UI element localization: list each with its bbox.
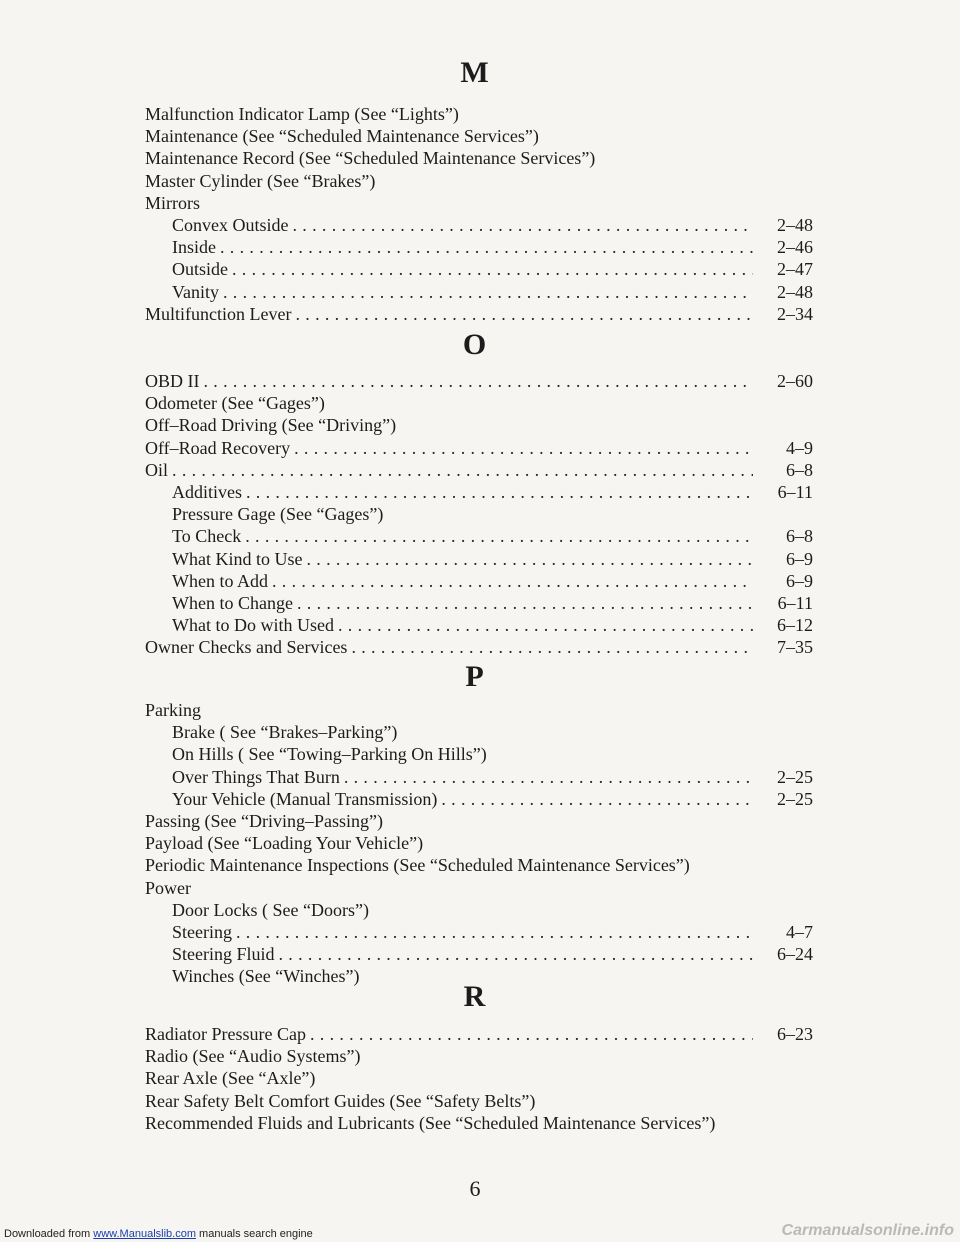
index-entry: [145, 192, 813, 214]
entry-label: Parking: [145, 700, 201, 720]
index-entry: [145, 636, 813, 658]
index-section-p: [145, 699, 813, 987]
index-entry: [145, 170, 813, 192]
entry-page-ref: 4–7: [786, 921, 813, 942]
index-entry: [145, 303, 813, 325]
index-entry: [145, 810, 813, 832]
dot-leader: [310, 1023, 753, 1045]
index-entry: [145, 147, 813, 169]
entry-label: Owner Checks and Services: [145, 637, 348, 658]
index-section-o: [145, 370, 813, 658]
index-entry: [145, 832, 813, 854]
entry-label: Radio (See “Audio Systems”): [145, 1046, 361, 1067]
entry-label: Brake ( See “Brakes–Parking”): [172, 722, 398, 743]
entry-label: Pressure Gage (See “Gages”): [172, 504, 384, 525]
entry-label: Payload (See “Loading Your Vehicle”): [145, 833, 424, 854]
entry-label: What Kind to Use: [172, 548, 303, 569]
entry-label: OBD II: [145, 371, 200, 391]
index-entry: [145, 743, 813, 765]
dot-leader: [293, 214, 754, 236]
entry-label: Recommended Fluids and Lubricants (See “Scheduled Maintenance Services”): [145, 1112, 716, 1133]
entry-label: Power: [145, 877, 191, 898]
index-entry: [145, 258, 813, 280]
index-entry: [145, 459, 813, 481]
entry-label: Vanity: [172, 281, 219, 302]
entry-label: Door Locks ( See “Doors”): [172, 899, 369, 920]
dot-leader: [223, 281, 753, 303]
dot-leader: [297, 592, 753, 614]
dot-leader: [441, 788, 753, 810]
entry-page-ref: 2–25: [777, 766, 813, 787]
index-entry: [145, 788, 813, 810]
entry-page-ref: 2–34: [777, 303, 813, 324]
entry-label: Winches (See “Winches”): [172, 966, 360, 987]
index-entry: [145, 370, 813, 392]
entry-page-ref: 2–60: [777, 371, 813, 391]
footer-suffix: manuals search engine: [199, 1228, 313, 1240]
index-entry: [145, 614, 813, 636]
dot-leader: [306, 548, 753, 570]
index-entry: [145, 899, 813, 921]
download-footer: [4, 1228, 313, 1240]
entry-label: Over Things That Burn: [172, 766, 340, 787]
entry-label: Passing (See “Driving–Passing”): [145, 810, 383, 831]
index-entry: [145, 721, 813, 743]
entry-page-ref: 2–48: [777, 281, 813, 302]
entry-label: Odometer (See “Gages”): [145, 393, 325, 414]
index-entry: [145, 877, 813, 899]
index-entry: [145, 437, 813, 459]
index-entry: [145, 236, 813, 258]
index-entry: [145, 1067, 813, 1089]
entry-label: Steering Fluid: [172, 944, 275, 965]
entry-label: Rear Safety Belt Comfort Guides (See “Safety Belts”): [145, 1090, 536, 1111]
index-entry: [145, 481, 813, 503]
entry-page-ref: 2–25: [777, 788, 813, 809]
index-entry: [145, 766, 813, 788]
entry-label: Convex Outside: [172, 214, 289, 235]
index-entry: [145, 854, 813, 876]
index-entry: [145, 103, 813, 125]
index-entry: [145, 414, 813, 436]
index-entry: [145, 503, 813, 525]
entry-page-ref: 6–12: [777, 615, 813, 636]
dot-leader: [272, 570, 753, 592]
entry-label: Off–Road Driving (See “Driving”): [145, 415, 397, 436]
index-entry: [145, 1045, 813, 1067]
entry-page-ref: 6–11: [777, 481, 813, 502]
entry-label: On Hills ( See “Towing–Parking On Hills”): [172, 744, 487, 765]
dot-leader: [236, 921, 753, 943]
index-section-m: [145, 103, 813, 325]
section-heading-r: R: [463, 980, 487, 1013]
index-entry: [145, 1112, 813, 1134]
entry-label: Maintenance Record (See “Scheduled Maintenance Services”): [145, 148, 596, 169]
entry-page-ref: 6–23: [777, 1024, 813, 1044]
entry-page-ref: 4–9: [786, 437, 813, 458]
dot-leader: [279, 943, 754, 965]
dot-leader: [172, 459, 753, 481]
dot-leader: [232, 258, 753, 280]
entry-page-ref: 6–9: [786, 570, 813, 591]
section-heading-m: M: [460, 56, 490, 89]
dot-leader: [351, 636, 753, 658]
entry-label: Oil: [145, 459, 169, 480]
entry-page-ref: 7–35: [777, 637, 813, 658]
page-number: 6: [469, 1176, 481, 1201]
dot-leader: [338, 614, 753, 636]
entry-label: Master Cylinder (See “Brakes”): [145, 170, 376, 191]
entry-page-ref: 2–46: [777, 237, 813, 258]
entry-page-ref: 2–48: [777, 214, 813, 235]
index-entry: [145, 214, 813, 236]
index-entry: [145, 570, 813, 592]
entry-label: Multifunction Lever: [145, 303, 292, 324]
index-entry: [145, 921, 813, 943]
entry-label: Periodic Maintenance Inspections (See “Scheduled Maintenance Services”): [145, 855, 690, 876]
entry-label: Radiator Pressure Cap: [145, 1024, 306, 1044]
entry-label: Malfunction Indicator Lamp (See “Lights”): [145, 104, 459, 124]
dot-leader: [245, 525, 753, 547]
entry-label: Rear Axle (See “Axle”): [145, 1068, 316, 1089]
entry-label: Off–Road Recovery: [145, 437, 291, 458]
index-entry: [145, 548, 813, 570]
dot-leader: [294, 437, 753, 459]
entry-page-ref: 6–8: [786, 459, 813, 480]
index-entry: [145, 943, 813, 965]
index-entry: [145, 592, 813, 614]
dot-leader: [246, 481, 753, 503]
entry-page-ref: 6–11: [777, 592, 813, 613]
entry-label: Your Vehicle (Manual Transmission): [172, 788, 438, 809]
dot-leader: [344, 766, 753, 788]
index-entry: [145, 699, 813, 721]
entry-label: What to Do with Used: [172, 615, 334, 636]
entry-label: When to Add: [172, 570, 268, 591]
section-heading-p: P: [465, 660, 485, 693]
entry-label: Outside: [172, 259, 228, 280]
manualslib-link[interactable]: www.Manualslib.com: [93, 1228, 196, 1240]
index-entry: [145, 392, 813, 414]
index-entry: [145, 525, 813, 547]
watermark-text: Carmanualsonline.info: [781, 1222, 954, 1239]
index-entry: [145, 1023, 813, 1045]
entry-label: When to Change: [172, 592, 293, 613]
footer-prefix: Downloaded from: [4, 1228, 91, 1240]
dot-leader: [295, 303, 753, 325]
index-section-r: [145, 1023, 813, 1134]
index-entry: [145, 1090, 813, 1112]
entry-label: Inside: [172, 237, 216, 258]
dot-leader: [220, 236, 753, 258]
entry-label: To Check: [172, 526, 242, 547]
index-entry: [145, 125, 813, 147]
entry-page-ref: 6–24: [777, 944, 813, 965]
entry-page-ref: 2–47: [777, 259, 813, 280]
entry-label: Maintenance (See “Scheduled Maintenance Services”): [145, 126, 539, 147]
entry-label: Additives: [172, 481, 242, 502]
index-entry: [145, 281, 813, 303]
dot-leader: [204, 370, 754, 392]
entry-page-ref: 6–8: [786, 526, 813, 547]
entry-page-ref: 6–9: [786, 548, 813, 569]
entry-label: Mirrors: [145, 192, 200, 213]
section-heading-o: O: [462, 328, 488, 361]
entry-label: Steering: [172, 921, 232, 942]
